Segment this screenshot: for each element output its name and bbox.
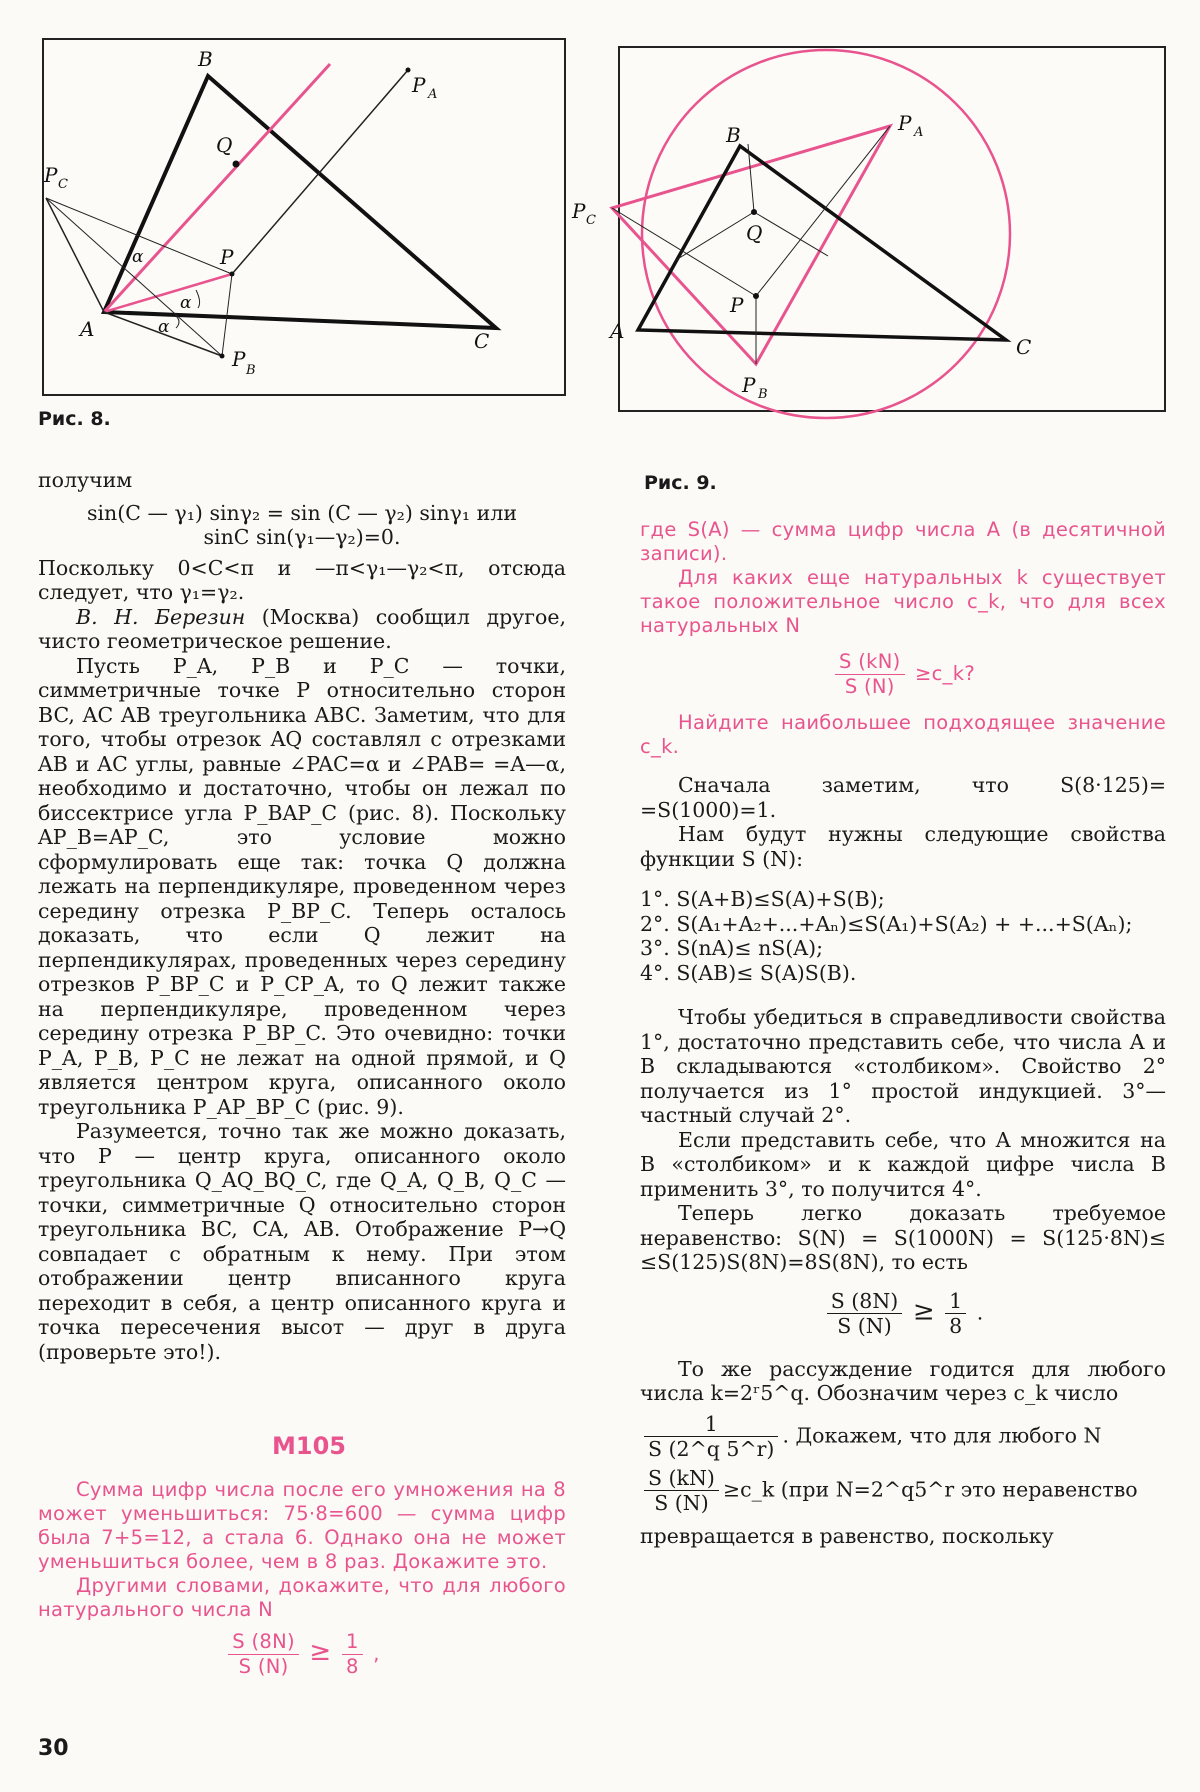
label-pc-sub: C — [586, 213, 596, 228]
label-b: B — [198, 47, 213, 71]
label-pa-sub: A — [428, 87, 438, 102]
segment-pc-pb — [46, 198, 222, 356]
text-line: получим — [38, 468, 133, 492]
point-p — [230, 272, 235, 277]
label-p: P — [220, 245, 234, 269]
text-paragraph: В. Н. Березин (Москва) сообщил другое, чисто геометрическое решение. — [38, 604, 566, 653]
label-c: C — [1016, 335, 1032, 359]
pink-paragraph: Сумма цифр числа после его умножения на 8 может уменьшиться: 75·8=600 — сумма цифр была 7+5=12, а стала 6. Однако она не может уменьшиться более, чем в 8 раз. Докажите это. — [38, 1478, 566, 1573]
line-p-pa — [232, 70, 408, 274]
label-pc: P — [572, 199, 586, 223]
perp-q-1 — [676, 212, 754, 260]
text-paragraph: Чтобы убедиться в справедливости свойства 1°, достаточно представить себе, что числа A и B складываются «столбиком». Свойство 2° получается из 1° простой индукцией. 3°— частный случай 2°. — [640, 1005, 1166, 1127]
label-pa: P — [898, 111, 912, 135]
formula-frac: $\frac{S (kN)}{S (N)}$ ≥c_k? — [640, 650, 1166, 699]
point-pb — [220, 354, 225, 359]
label-pb-sub: B — [246, 363, 256, 378]
figure-8-caption: Рис. 8. — [38, 408, 111, 430]
pink-paragraph: Найдите наибольшее подходящее значение c_k. — [640, 711, 1166, 758]
left-column — [38, 468, 566, 1364]
line-aq — [104, 64, 330, 312]
segment-pc-a — [46, 198, 104, 312]
label-pb: P — [232, 347, 246, 371]
text-paragraph: Сначала заметим, что S(8·125)= =S(1000)=1. — [640, 773, 1166, 822]
figure-8 — [42, 38, 566, 396]
text-paragraph: Нам будут нужны следующие свойства функции S (N): — [640, 822, 1166, 871]
label-alpha-2: α — [180, 293, 192, 313]
right-column — [640, 518, 1166, 1548]
label-p: P — [730, 293, 744, 317]
point-p — [753, 293, 759, 299]
label-q: Q — [216, 133, 233, 157]
label-pa-sub: A — [914, 125, 924, 140]
property-4: 4°. S(AB)≤ S(A)S(B). — [640, 960, 857, 985]
triangle-abc — [104, 76, 496, 328]
text-paragraph: Поскольку 0<C<π и —π<γ₁—γ₂<π, отсюда следует, что γ₁=γ₂. — [38, 555, 566, 604]
pink-paragraph: Для каких еще натуральных k существует такое положительное число c_k, что для всех натуральных N — [640, 566, 1166, 637]
label-pa: P — [412, 73, 426, 97]
label-a: A — [80, 317, 95, 341]
text-paragraph: $\frac{1}{S (2\^{}q 5\^{}r)}$ . Докажем, что для любого N — [640, 1412, 1166, 1462]
text-paragraph: Теперь легко доказать требуемое неравенство: S(N) = S(1000N) = S(125·8N)≤ ≤S(125)S(8N)=8S(8N), то есть — [640, 1201, 1166, 1274]
text-paragraph: $\frac{S (kN)}{S (N)}$ ≥c_k (при N=2^q5^r это неравенство — [640, 1466, 1166, 1516]
formula-line: sin(C — γ₁) sinγ₂ = sin (C — γ₂) sinγ₁ или — [86, 500, 518, 525]
label-a: A — [610, 319, 625, 343]
label-alpha-1: α — [132, 247, 144, 267]
formula-frac: $\frac{S (8N)}{S (N)}$ ≥ $\frac{1}{8}$ . — [640, 1289, 1166, 1339]
property-1: 1°. S(A+B)≤S(A)+S(B); — [640, 887, 885, 911]
page-number: 30 — [38, 1736, 69, 1761]
label-pb-sub: B — [758, 387, 768, 402]
point-pa — [406, 68, 411, 73]
problem-heading: М105 — [272, 1432, 346, 1460]
figure-9-drawing — [572, 48, 1168, 414]
formula-line: sinC sin(γ₁—γ₂)=0. — [203, 525, 401, 549]
text-paragraph: Если представить себе, что A множится на B «столбиком» и к каждой цифре числа B применить 3°, то получится 4°. — [640, 1127, 1166, 1201]
text-paragraph: Разумеется, точно так же можно доказать, что P — центр круга, описанного около треугольника Q_AQ_BQ_C, где Q_A, Q_B, Q_C — точки, симметричные Q относительно сторон треугольника BC, CA, AB. Отображение P→Q совпадает с обратным к нему. При этом отображении центр вписанного круга переходит в себя, а центр описанного круга и точка пересечения высот — друг в друга (проверьте это!). — [38, 1119, 566, 1364]
label-c: C — [474, 329, 490, 353]
segment-p-pa — [756, 126, 890, 296]
point-q — [233, 161, 240, 168]
label-pc-sub: C — [58, 177, 68, 192]
label-q: Q — [746, 221, 763, 245]
label-alpha-3: α — [158, 317, 170, 337]
property-3: 3°. S(nA)≤ nS(A); — [640, 936, 824, 960]
circumcircle — [642, 50, 1010, 418]
problem-statement — [38, 1478, 566, 1679]
text-paragraph: Пусть P_A, P_B и P_C — точки, симметричные точке P относительно сторон BC, AC AB треугольника ABC. Заметим, что для того, чтобы отрезок AQ составлял с отрезками AB и AC углы, равные ∠PAC=α и ∠PAB= =A—α, необходимо и достаточно, чтобы он лежал по биссектрисе угла P_BAP_C (рис. 8). Поскольку AP_B=AP_C, это условие можно сформулировать еще так: точка Q должна лежать на перпендикуляре, проведенном через середину отрезка P_BP_C. Теперь осталось доказать, что если Q лежит на перпендикулярах, проведенных через середину отрезков P_BP_C и P_CP_A, то Q лежит также на перпендикуляре, проведенном через середину отрезка P_BP_C. Это очевидно: точки P_A, P_B, P_C не лежат на одной прямой, и Q является центром круга, описанного около треугольника P_AP_BP_C (рис. 9). — [38, 653, 566, 1119]
figure-8-drawing — [44, 40, 568, 398]
author-name: В. Н. Березин — [76, 604, 246, 629]
label-pc: P — [44, 163, 58, 187]
triangle-pa-pb-pc — [612, 126, 890, 364]
text-paragraph: превращается в равенство, поскольку — [640, 1523, 1054, 1548]
segment-pc-p — [612, 208, 756, 296]
formula-frac: $\frac{S (8N)}{S (N)}$ ≥ $\frac{1}{8}$ , — [38, 1630, 566, 1679]
figure-9 — [572, 46, 1166, 412]
property-2: 2°. S(A₁+A₂+...+Aₙ)≤S(A₁)+S(A₂) + +...+S(Aₙ); — [640, 911, 1133, 936]
pink-paragraph: где S(A) — сумма цифр числа A (в десятичной записи). — [640, 518, 1166, 565]
label-b: B — [726, 123, 741, 147]
figure-9-caption: Рис. 9. — [644, 472, 717, 494]
label-pb: P — [742, 373, 756, 397]
point-q — [751, 209, 757, 215]
triangle-abc — [638, 146, 1006, 340]
pink-paragraph: Другими словами, докажите, что для любого натурального числа N — [38, 1574, 566, 1621]
text-paragraph: То же рассуждение годится для любого числа k=2ʳ5^q. Обозначим через c_k число — [640, 1356, 1166, 1405]
